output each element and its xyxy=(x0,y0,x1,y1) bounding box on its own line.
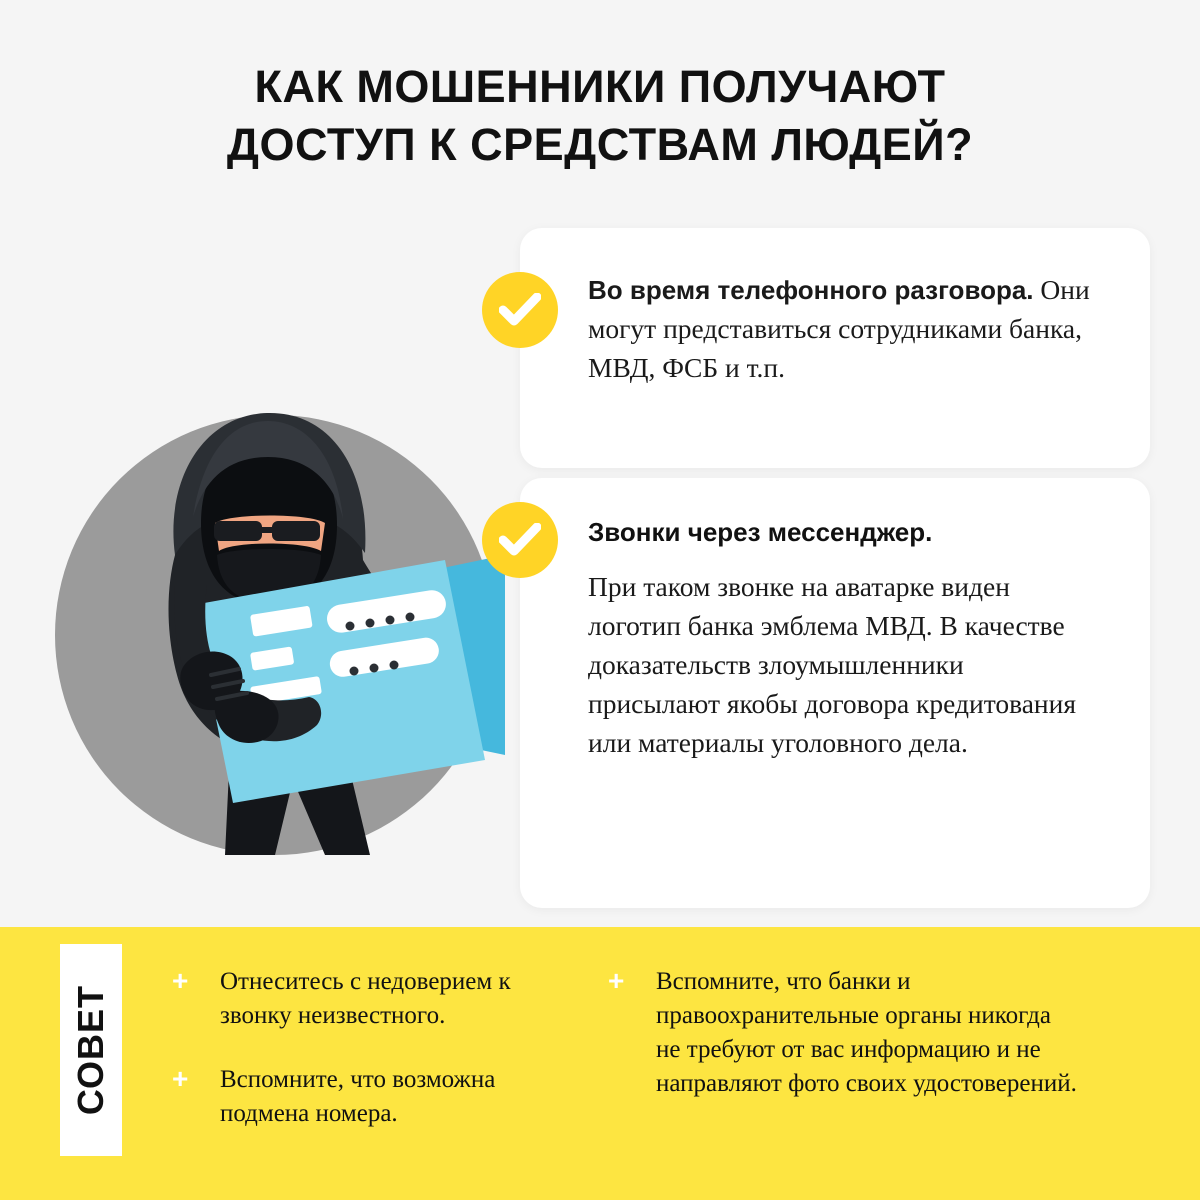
check-icon-2 xyxy=(482,502,558,578)
plus-icon: + xyxy=(608,965,625,996)
info-card-2-heading: Звонки через мессенджер. xyxy=(588,517,933,547)
advice-label-box xyxy=(60,944,122,1156)
info-card-1 xyxy=(520,228,1150,468)
illustration-hooded-fraudster xyxy=(25,255,505,895)
info-card-1-body: Они могут представиться сотрудниками банка, МВД, ФСБ и т.п. xyxy=(588,274,1090,384)
info-card-1-text xyxy=(588,270,1098,387)
advice-column-right xyxy=(608,965,1078,1131)
plus-icon: + xyxy=(172,965,189,996)
advice-label: СОВЕТ xyxy=(70,984,111,1116)
advice-item xyxy=(172,1063,572,1131)
advice-column-left xyxy=(172,965,572,1161)
fraudster-figure-icon xyxy=(25,255,505,895)
check-icon-1 xyxy=(482,272,558,348)
title-line-1: КАК МОШЕННИКИ ПОЛУЧАЮТ xyxy=(254,61,946,112)
advice-footer xyxy=(0,927,1200,1200)
title-line-2: ДОСТУП К СРЕДСТВАМ ЛЮДЕЙ? xyxy=(226,118,974,170)
info-card-2 xyxy=(520,478,1150,908)
page-title xyxy=(0,58,1200,173)
advice-item-text: Вспомните, что банки и правоохранительные органы никогда не требуют от вас информацию и не направляют фото своих удостоверений. xyxy=(656,968,1077,1097)
advice-item xyxy=(608,965,1078,1101)
advice-item-text: Вспомните, что возможна подмена номера. xyxy=(220,1066,496,1127)
info-card-1-heading: Во время телефонного разговора. xyxy=(588,275,1034,305)
advice-item xyxy=(172,965,572,1033)
info-card-2-body: При таком звонке на аватарке виден логотип банка эмблема МВД. В качестве доказательств злоумышленники присылают якобы договора кредитования или материалы уголовного дела. xyxy=(588,570,1077,759)
plus-icon: + xyxy=(172,1063,189,1094)
advice-item-text: Отнеситесь с недоверием к звонку неизвестного. xyxy=(220,968,511,1029)
info-card-2-text xyxy=(588,514,1098,762)
